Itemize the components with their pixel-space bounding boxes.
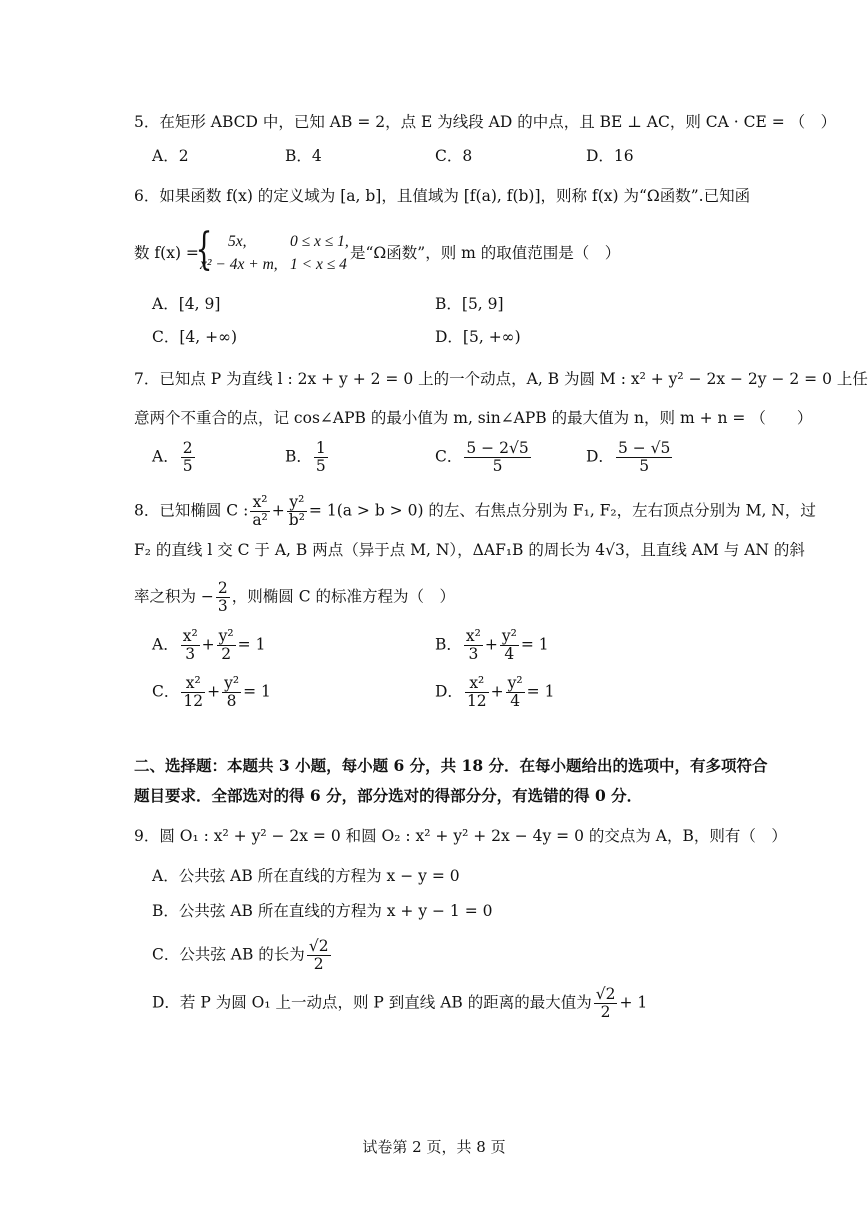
fraction-denominator: 3 (217, 597, 228, 615)
question-8-option-c: C． $\frac{\text{x²}}{12}$ + $\frac{\text{y²}}{8}$ = 1 (152, 674, 271, 710)
question-9-option-d (152, 986, 647, 1021)
fraction-numerator: 2 (217, 579, 228, 597)
fraction-denominator: 4 (510, 692, 521, 710)
fraction-numerator: y² (501, 627, 517, 645)
fraction-numerator: y² (287, 494, 307, 512)
option-label: B． (435, 635, 462, 654)
equation-tail: = 1 (526, 682, 555, 701)
option-label: A． (152, 447, 179, 466)
fraction-numerator: y² (218, 627, 234, 645)
question-9-option-b: B．公共弦 AB 所在直线的方程为 x + y − 1 = 0 (152, 902, 493, 920)
fraction-numerator: x² (465, 675, 489, 693)
fraction-denominator: 12 (466, 692, 487, 710)
fraction-numerator: y² (507, 674, 523, 692)
fraction-numerator: 5 − 2√5 (466, 439, 529, 457)
fraction-denominator: 5 (492, 457, 503, 475)
question-7-stem-line2: 意两个不重合的点，记 cos∠APB 的最小值为 m, sin∠APB 的最大值为 n，则 m + n = （ ） (134, 409, 813, 427)
fraction-numerator: y² (224, 674, 240, 692)
question-7-option-b (285, 440, 330, 475)
section-2-instructions-line2: 题目要求．全部选对的得 6 分，部分选对的得部分分，有选错的得 0 分． (134, 786, 643, 805)
fraction-numerator: x² (181, 675, 205, 693)
option-label: D． (586, 447, 614, 466)
option-text-tail: + 1 (619, 993, 648, 1012)
equation-tail: = 1 (520, 635, 549, 654)
fraction-denominator: 2 (313, 955, 324, 973)
question-8-stem-ratio-suffix: ，则椭圆 C 的标准方程为（ ） (231, 587, 456, 606)
option-text: C．公共弦 AB 的长为 (152, 945, 305, 964)
piecewise-cond-1: 0 ≤ x ≤ 1, (290, 233, 349, 250)
question-8-stem-rest: = 1(a > b > 0) 的左、右焦点分别为 F₁, F₂，左右顶点分别为 M, N，过 (308, 501, 816, 520)
question-5-option-b: B．4 (285, 147, 322, 165)
question-6-option-d: D．[5, +∞) (435, 328, 521, 346)
fraction-denominator: 5 (182, 457, 193, 475)
question-7-option-c (435, 440, 533, 475)
question-8-stem-line2: F₂ 的直线 l 交 C 于 A, B 两点（异于点 M, N），ΔAF₁B 的周长为 4√3，且直线 AM 与 AN 的斜 (134, 541, 805, 559)
option-label: D． (435, 682, 463, 701)
question-8-stem-line1: 8．已知椭圆 C : $\frac{\text{x²}}{\text{a²}}$ + $\frac{\text{y²}}{\text{b²}}$ = 1(a > b > 0) 的左、右焦点分别为 F₁, F₂，左右顶点分别为 M, N，过 (134, 493, 816, 529)
question-6-stem-suffix: 是“Ω函数”，则 m 的取值范围是（ ） (350, 244, 621, 262)
fraction-denominator: 5 (639, 457, 650, 475)
piecewise-cond-2: 1 < x ≤ 4 (290, 256, 347, 273)
question-5-option-a: A．2 (152, 147, 189, 165)
piecewise-expr-1: 5x, (228, 233, 247, 250)
fraction-denominator: 5 (315, 457, 326, 475)
fraction-denominator: b² (288, 511, 305, 529)
option-label: A． (152, 635, 179, 654)
question-8-option-b: B． $\frac{\text{x²}}{3}$ + $\frac{\text{y²}}{4}$ = 1 (435, 627, 549, 663)
question-6-option-a: A．[4, 9] (152, 295, 221, 313)
fraction-denominator: 2 (221, 645, 232, 663)
question-6-option-b: B．[5, 9] (435, 295, 504, 313)
fraction-denominator: 12 (183, 692, 204, 710)
equation-tail: = 1 (243, 682, 271, 701)
question-7-option-d (586, 440, 674, 475)
fraction-denominator: 8 (226, 692, 237, 710)
section-2-instructions-line1: 二、选择题：本题共 3 小题，每小题 6 分，共 18 分．在每小题给出的选项中，有多项符合 (134, 756, 768, 775)
question-5-option-d: D．16 (586, 147, 634, 165)
question-8-stem-ratio-prefix: 率之积为 − (134, 587, 214, 606)
option-label: C． (435, 447, 463, 466)
question-9-option-c (152, 938, 333, 973)
fraction-denominator: 3 (185, 645, 196, 663)
fraction-numerator: x² (182, 627, 198, 645)
page-footer: 试卷第 2 页，共 8 页 (362, 1138, 506, 1156)
piecewise-brace: { (195, 224, 213, 275)
option-label: B． (285, 447, 312, 466)
question-5-option-c: C．8 (435, 147, 473, 165)
question-8-option-d: D． $\frac{\text{x²}}{12}$ + $\frac{\text{y²}}{4}$ = 1 (435, 674, 555, 710)
fraction-numerator: 5 − √5 (617, 439, 671, 457)
question-9-stem: 9．圆 O₁ : x² + y² − 2x = 0 和圆 O₂ : x² + y² + 2x − 4y = 0 的交点为 A，B，则有（ ） (134, 827, 787, 845)
fraction-numerator: √2 (308, 937, 329, 955)
question-5-stem: 5．在矩形 ABCD 中，已知 AB = 2，点 E 为线段 AD 的中点，且 BE ⊥ AC，则 CA · CE = （ ） (134, 113, 837, 131)
option-text: D．若 P 为圆 O₁ 上一动点，则 P 到直线 AB 的距离的最大值为 (152, 993, 592, 1012)
question-7-stem-line1: 7．已知点 P 为直线 l : 2x + y + 2 = 0 上的一个动点，A, B 为圆 M : x² + y² − 2x − 2y − 2 = 0 上任 (134, 370, 868, 388)
option-label: C． (152, 682, 180, 701)
question-8-option-a: A． $\frac{\text{x²}}{3}$ + $\frac{\text{y²}}{2}$ = 1 (152, 627, 266, 663)
fraction-denominator: 2 (600, 1003, 611, 1021)
question-7-option-a (152, 440, 197, 475)
fraction-denominator: 3 (468, 645, 479, 663)
fraction-denominator: a² (252, 511, 268, 529)
question-9-option-a: A．公共弦 AB 所在直线的方程为 x − y = 0 (152, 867, 460, 885)
fraction-numerator: √2 (595, 985, 616, 1003)
piecewise-expr-2: x² − 4x + m, (200, 256, 278, 273)
question-6-option-c: C．[4, +∞) (152, 328, 238, 346)
question-6-stem-prefix: 数 f(x) = (134, 244, 199, 262)
fraction-denominator: 4 (504, 645, 515, 663)
equation-tail: = 1 (237, 635, 266, 654)
fraction-numerator: 2 (182, 439, 193, 457)
fraction-numerator: x² (465, 627, 481, 645)
fraction-numerator: 1 (315, 439, 326, 457)
fraction-numerator: x² (250, 494, 269, 512)
question-8-stem-start: 8．已知椭圆 C : (134, 501, 249, 520)
question-6-stem-line1: 6．如果函数 f(x) 的定义域为 [a, b]，且值域为 [f(a), f(b)]，则称 f(x) 为“Ω函数”.已知函 (134, 187, 751, 205)
question-8-stem-line3 (134, 580, 455, 615)
